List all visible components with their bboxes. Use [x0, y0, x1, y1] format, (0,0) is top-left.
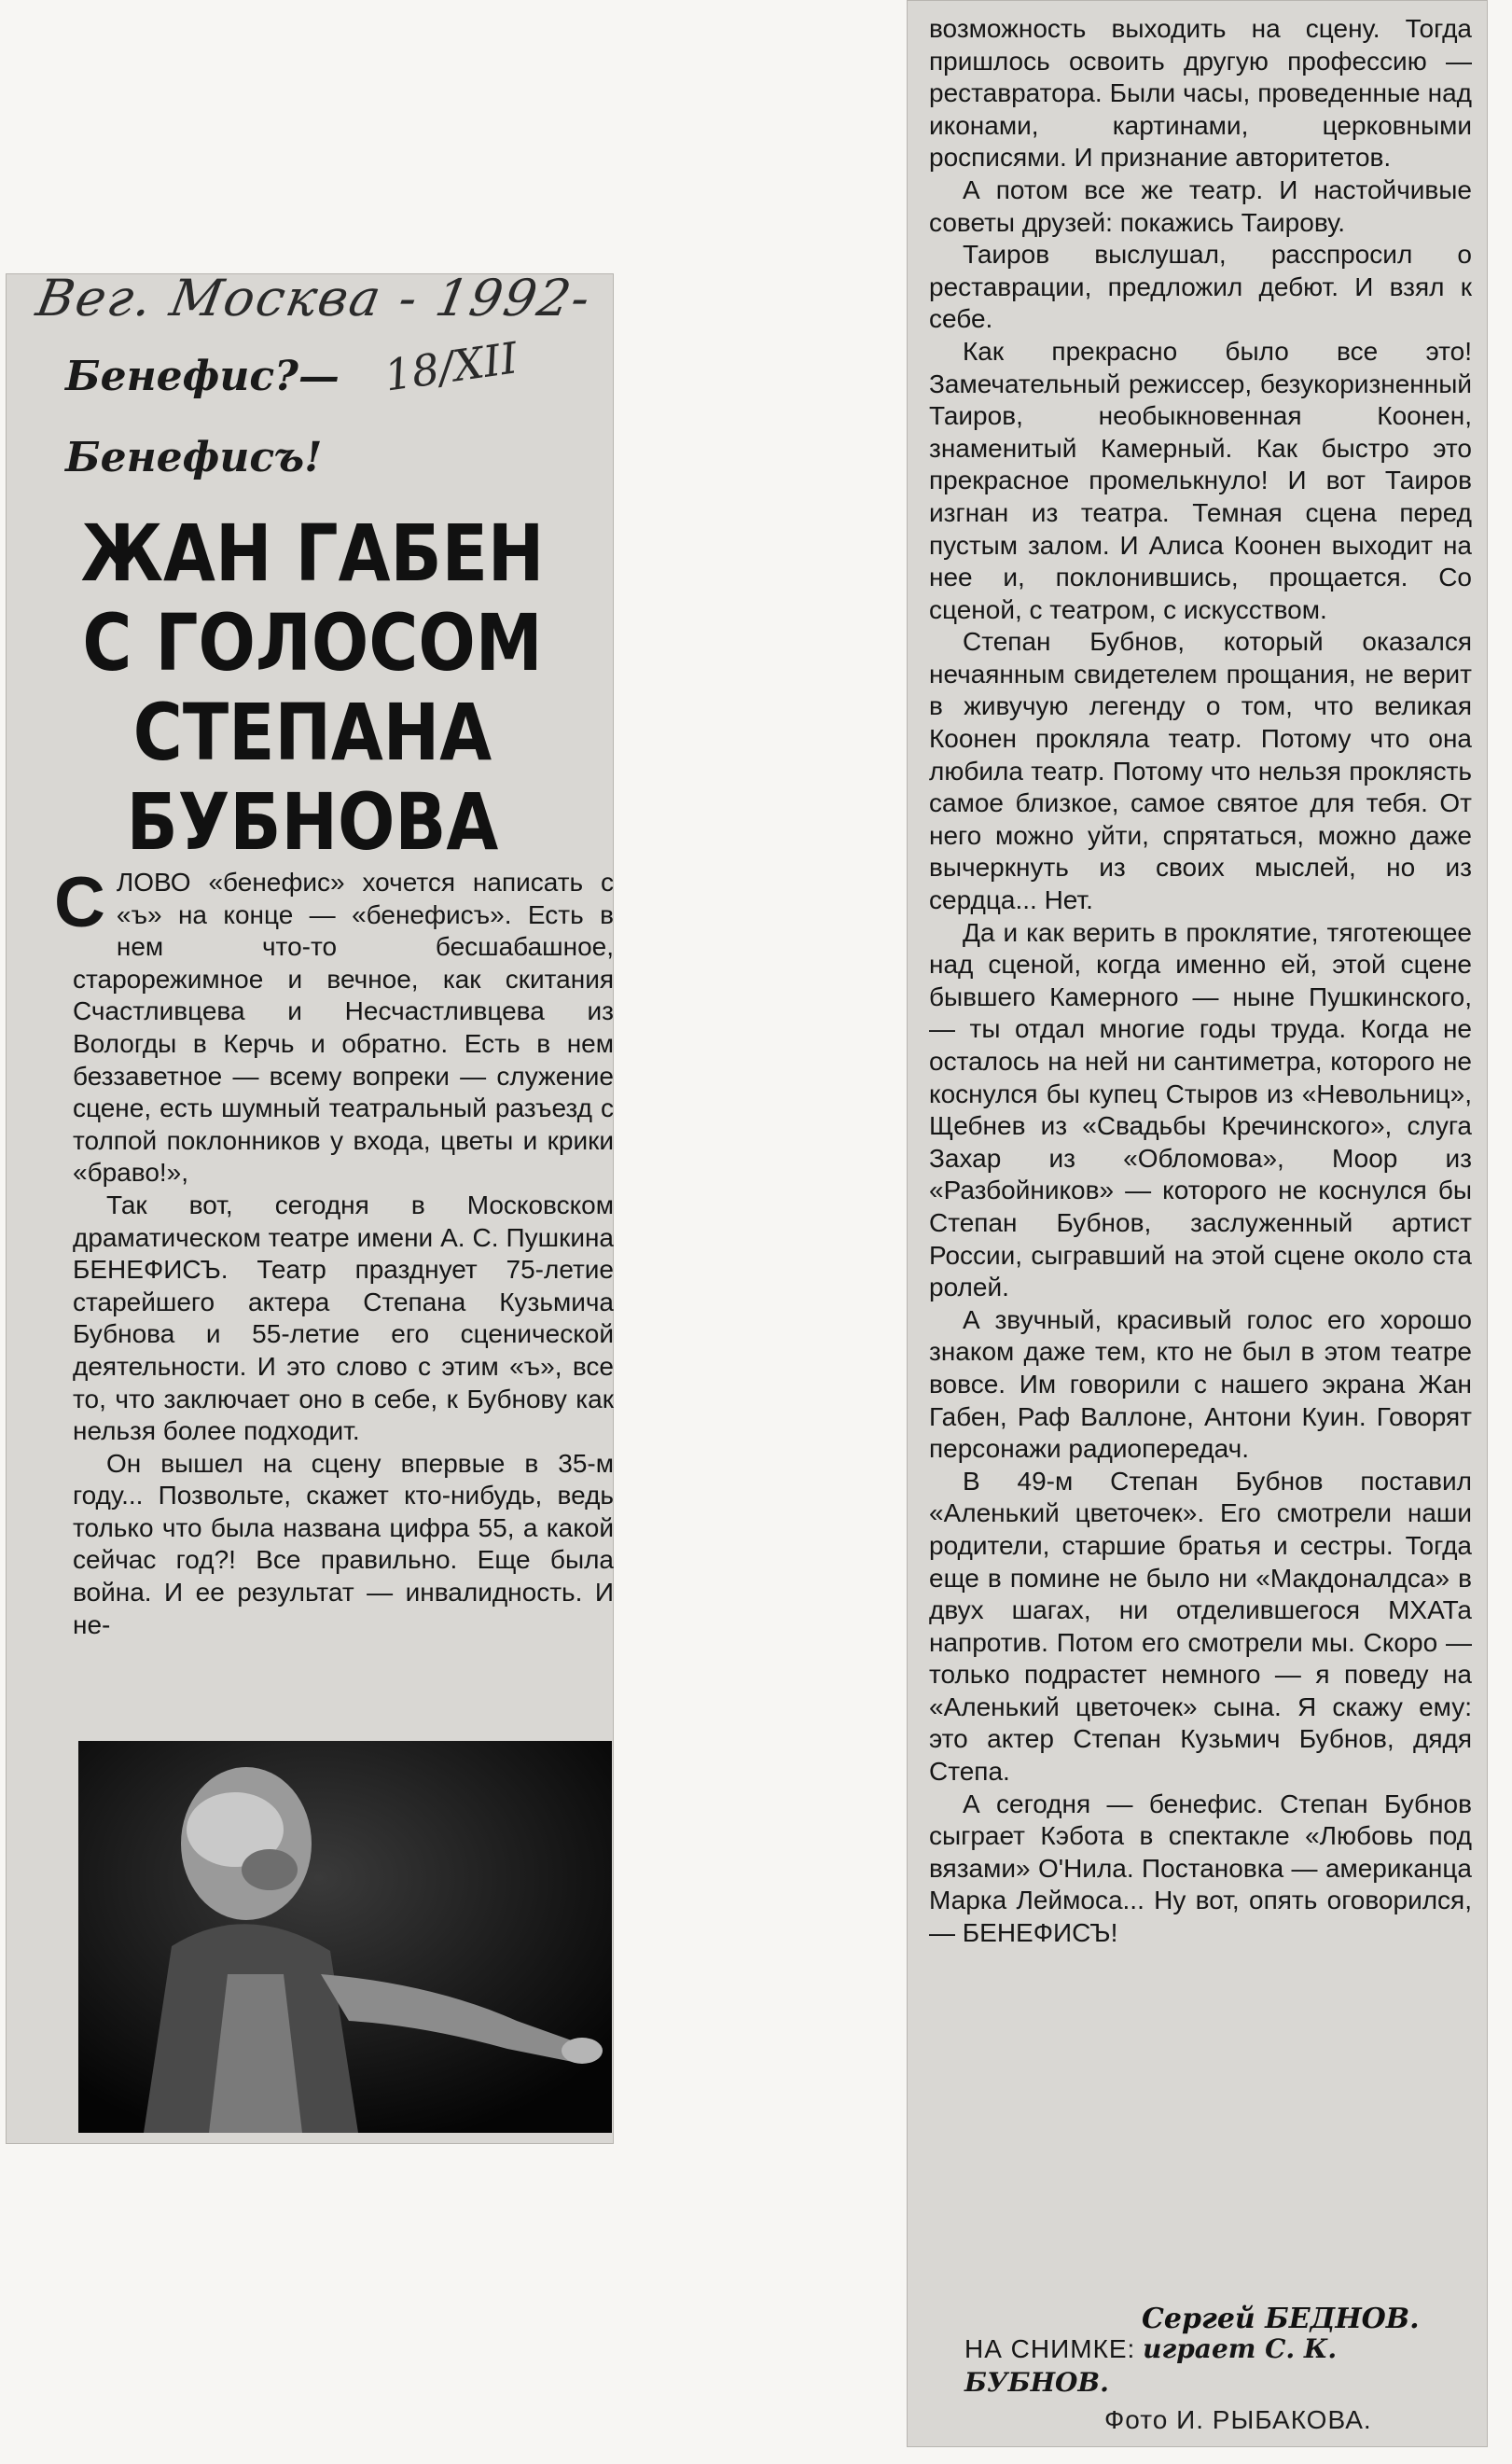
article-paragraph: Он вышел на сцену впервые в 35-м году... Позвольте, скажет кто-нибудь, ведь только что была названа цифра 55, а какой сейчас год?! Все правильно. Еще была война. И ее результат — инвалидность. И не- — [73, 1448, 614, 1639]
photo-caption — [964, 2332, 1468, 2400]
article-paragraph: Да и как верить в проклятие, тяготеющее над сценой, когда именно ей, этой сцене бывшего Камерного — ныне Пушкинского, — ты отдал многие годы труда. Когда не осталось на ней ни сантиметра, которого не коснулся бы купец Стыров из «Невольниц», Щебнев из «Свадьбы Кречинского», слуга Захар из «Обломова», Моор из «Разбойников» — которого не коснулся бы Степан Бубнов, заслуженный артист России, сыгравший на этой сцене около ста ролей. — [929, 917, 1472, 1302]
left-article-body — [54, 863, 614, 1725]
article-paragraph: А сегодня — бенефис. Степан Бубнов сыграет Кэбота в спектакле «Любовь под вязами» О'Нила. Постановка — американца Марка Леймоса... Ну вот, опять оговорился, — БЕНЕФИСЪ! — [929, 1789, 1472, 1948]
caption-text: играет С. К. БУБНОВ. — [964, 2333, 1338, 2398]
article-paragraph: Как прекрасно было все это! Замечательный режиссер, безукоризненный Таиров, необыкновенная Коонен, знаменитый Камерный. Как быстро это прекрасное промелькнуло! И вот Таиров изгнан из театра. Темная сцена перед пустым залом. И Алиса Коонен выходит на нее и, поклонившись, прощается. Со сценой, с театром, с искусством. — [929, 336, 1472, 624]
actor-photo — [78, 1741, 612, 2133]
article-paragraph: возможность выходить на сцену. Тогда пришлось освоить другую профессию — реставратора. Были часы, проведенные над иконами, картинами, церковными росписями. И признание авторитетов. — [929, 14, 1472, 173]
actor-photo-image — [78, 1741, 612, 2133]
article-paragraph: Степан Бубнов, который оказался нечаянным свидетелем прощания, не верит в живучую легенду о том, что великая Коонен прокляла театр. Потому что она любила театр. Потому что нельзя проклясть самое близкое, самое святое для тебя. От него можно уйти, спрятаться, можно даже вычеркнуть из своих мыслей, но из сердца... Нет. — [929, 627, 1472, 915]
handwritten-date-note: 18/XII — [381, 332, 521, 401]
article-paragraph — [54, 863, 614, 1190]
handwritten-source-note: Вег. Москва - 1992- — [32, 269, 596, 327]
drop-cap: С — [54, 863, 105, 942]
photo-credit: Фото И. РЫБАКОВА. — [1104, 2405, 1372, 2434]
article-paragraph: Так вот, сегодня в Московском драматическом театре имени А. С. Пушкина БЕНЕФИСЪ. Театр празднует 75-летие старейшего актера Степана Кузьмича Бубнова и 55-летие его сценической деятельности. И это слово с этим «ъ», все то, что заключает оно в себе, к Бубнову как нельзя более подходит. — [73, 1190, 614, 1446]
article-paragraph: Таиров выслушал, расспросил о реставрации, предложил дебют. И взял к себе. — [929, 240, 1472, 334]
headline-line-1: ЖАН ГАБЕН — [80, 508, 545, 599]
paragraph-text: ЛОВО «бенефис» хочется написать с «ъ» на конце — «бенефисъ». Есть в нем что-то бесшабашное, старорежимное и вечное, как скитания Счастливцева и Несчастливцева из Вологды в Керчь и обратно. Есть в нем беззаветное — всему вопреки — служение сцене, есть шумный театральный разъезд с толпой поклонников у входа, цветы и крики «браво!», — [73, 868, 614, 1188]
article-paragraph: А звучный, красивый голос его хорошо знаком даже тем, кто не был в этом театре вовсе. Им говорили с нашего экрана Жан Габен, Раф Валлоне, Антони Куин. Говорят персонажи радиопередач. — [929, 1304, 1472, 1464]
right-article-body — [929, 13, 1472, 2290]
author-signature: Сергей БЕДНОВ. — [1142, 2303, 1420, 2335]
article-paragraph: В 49-м Степан Бубнов поставил «Аленький цветочек». Его смотрели наши родители, старшие братья и сестры. Тогда еще в помине не было ни «Макдоналдса» в двух шагах, ни отделившегося МХАТа напротив. Потом его смотрели мы. Скоро — только подрастет немного — я поведу на «Аленький цветочек» сына. Я скажу ему: это актер Степан Кузьмич Бубнов, дядя Степа. — [929, 1466, 1472, 1787]
rubric-line-1: Бенефис?— — [65, 353, 340, 400]
rubric-line-2: Бенефисъ! — [65, 434, 323, 481]
headline-line-3: СТЕПАНА — [132, 687, 492, 778]
caption-label: НА СНИМКЕ: — [964, 2334, 1136, 2363]
headline-line-4: БУБНОВА — [126, 776, 499, 868]
headline-line-2: С ГОЛОСОМ — [82, 597, 543, 689]
article-paragraph: А потом все же театр. И настойчивые советы друзей: покажись Таирову. — [929, 174, 1472, 237]
